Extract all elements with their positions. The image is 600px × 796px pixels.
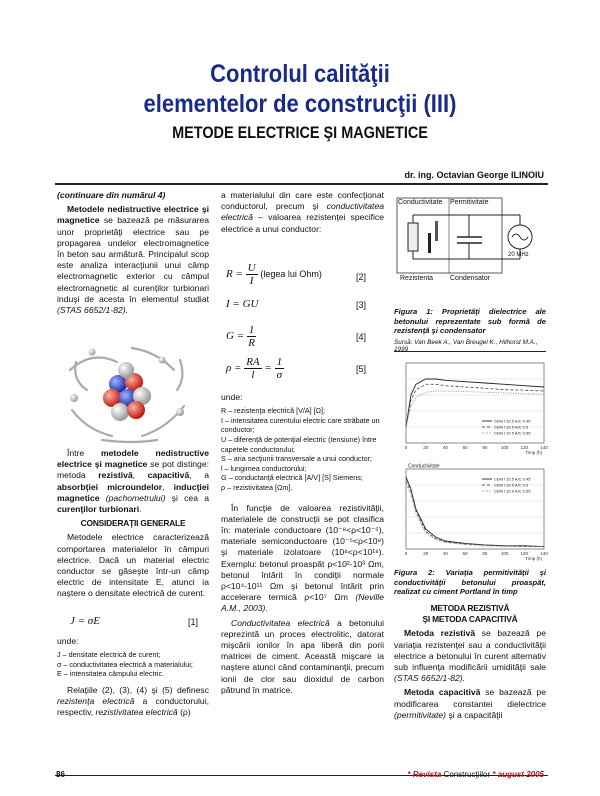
legend-label: CEM I 32.5 A/C 0.55 xyxy=(494,488,531,494)
figure-2-charts xyxy=(392,357,548,562)
x-tick-label: 40 xyxy=(442,445,448,450)
formula-1-number: [1] xyxy=(188,617,199,627)
x-tick-label: 120 xyxy=(520,445,529,450)
column-2-defs xyxy=(221,392,384,699)
legend-label: CEM I 32.5 A/C 0.5 xyxy=(494,424,529,430)
definition-e: E – intensitatea câmpului electric. xyxy=(57,669,165,679)
column-1-lower xyxy=(57,448,209,603)
formula-2: R = $\frac{U}{I}$ (legea lui Ohm) xyxy=(226,262,322,287)
chart-permittivity xyxy=(405,363,548,455)
definition-sigma: σ – conductivitatea electrică a materialului; xyxy=(57,659,193,669)
def-u: U – diferenţă de potenţial electric (tensiune) între capetele conductorului; xyxy=(221,434,377,454)
x-tick-label: 0 xyxy=(404,551,408,556)
x-axis-label: Timp (h) xyxy=(525,556,542,561)
fig1-label-source: 20 MHz xyxy=(508,252,529,258)
figure-1-caption: Figura 1: Proprietăţi dielectrice ale betonului reprezentate sub formă de rezistenţă şi condensator xyxy=(394,307,546,335)
figure-1-rule xyxy=(394,351,546,352)
x-tick-label: 100 xyxy=(500,445,509,450)
chart-conductivity xyxy=(405,464,548,562)
x-tick-label: 120 xyxy=(520,551,529,556)
x-tick-label: 0 xyxy=(404,445,408,450)
def-l: l – lungimea conductorului; xyxy=(221,463,307,473)
def-s: S – aria secţiunii transversale a unui conductor; xyxy=(221,454,373,464)
article-title-line2: elementelor de construcţii (III) xyxy=(143,90,457,118)
legend-label: CEM I 32.5 A/C 0.45 xyxy=(494,476,531,482)
intro-paragraph: Metodele nedistructive electrice şi magnetice se bazează pe măsurarea unor proprietăţi electrice sau pe propagarea undelor electromagnetice în beton sau armătură. Principalul scop este analiza interacţiunii unui câmp electromagnetic exterior cu câmpul electromagnetic al curenţilor turbionari induşi de acesta în elementul studiat (STAS 6652/1-82). xyxy=(57,204,209,316)
atom-illustration xyxy=(62,340,192,445)
methods-paragraph: Între metodele nedistructive electrice şi magnetice se pot distinge: metoda rezistivă, capacitivă, a absorbţiei microundelor, inducţiei magnetice (pachometrului) şi cea a curenţilor turbionari. xyxy=(57,448,210,515)
fig1-label-permittivity: Permitivitate xyxy=(450,199,489,206)
capacitive-method-paragraph: Metoda capacitivă se bazează pe modificarea constantei dielectrice (permitivitate) şi a capacităţii xyxy=(394,687,546,720)
column-2 xyxy=(221,190,384,238)
legend-label: CEM I 32.5 A/C 0.55 xyxy=(494,430,531,436)
def-rho: ρ – rezistivitatea [Ωm]. xyxy=(221,482,293,492)
resistive-method-paragraph: Metoda rezistivă se bazează pe variaţia rezistenţei sau a conductivităţii electrice a betonului în curent alternativ sub influenţa modificării umidităţii sale (STAS 6652/1-82). xyxy=(394,628,546,684)
x-tick-label: 140 xyxy=(540,551,548,556)
section-heading-general: CONSIDERAŢII GENERALE xyxy=(80,518,186,529)
col2-intro: a materialului din care este confecţionat conductorul, precum şi conductivitatea electrică – valoarea rezistenţei specifice electrice a unui conductor: xyxy=(221,190,384,234)
section-heading-resistive: METODA REZISTIVĂ xyxy=(430,603,510,613)
x-axis-label: Timp (h) xyxy=(525,450,542,455)
fig1-label-capacitor: Condensator xyxy=(450,275,491,282)
figure-1-source: Sursă: Van Beek A., Van Breugel K., Hilhorst M.A., 1999 xyxy=(394,339,538,353)
fig1-label-conductivity: Conductivitate xyxy=(398,199,443,206)
x-tick-label: 40 xyxy=(442,551,448,556)
unde-label-2: unde: xyxy=(221,392,243,402)
legend-label: CEM I 32.5 A/C 0.45 xyxy=(494,418,531,424)
formula-4-number: [4] xyxy=(356,332,367,342)
formula-1: J = σE xyxy=(70,615,100,627)
def-g: G – conductanţă electrică [A/V] [S] Siemens; xyxy=(221,473,363,483)
continued-note: (continuare din numărul 4) xyxy=(57,190,166,200)
def-i: I – intensitatea curentului electric care străbate un conductor; xyxy=(221,415,380,435)
journal-footer: * Revista Construcţiilor * august 2005 xyxy=(407,770,544,779)
column-1-defs xyxy=(57,636,209,722)
column-3-text xyxy=(394,603,546,724)
x-tick-label: 60 xyxy=(462,445,468,450)
formula-5-number: [5] xyxy=(356,364,367,374)
x-tick-label: 20 xyxy=(423,445,429,450)
section-heading-capacitive: ŞI METODA CAPACITIVĂ xyxy=(422,614,518,625)
author: dr. ing. Octavian George ILINOIU xyxy=(404,170,544,180)
header-rule xyxy=(55,183,548,185)
x-tick-label: 100 xyxy=(500,551,509,556)
formula-4: G = $\frac{1}{R}$ xyxy=(226,324,255,349)
general-paragraph: Metodele electrice caracterizează comportarea materialelor în câmpuri electrice. Dacă un material electric conductor se găseşte într-un câmp electric de intensitate E, atunci ia naştere o densitate electrică de curent. xyxy=(57,532,209,599)
legend-label: CEM I 32.5 A/C 0.5 xyxy=(494,482,529,488)
page-number: 86 xyxy=(56,770,65,779)
x-tick-label: 80 xyxy=(482,445,488,450)
formula-5: ρ = $\frac{RA}{l}$ = $\frac{1}{\sigma}$ xyxy=(226,356,283,381)
x-tick-label: 60 xyxy=(462,551,468,556)
conductivity-paragraph: Conductivitatea electrică a betonului reprezintă un proces electrolitic, datorat mişcării ionilor în apa liberă din porii matricei de ciment. Această mişcare ia naştere atunci când contaminanţii, precum ionii de clor sau dioxidul de carbon pătrund în matrice. xyxy=(221,617,385,695)
article-title-line1: Controlul calităţii xyxy=(210,60,390,88)
formula-3-number: [3] xyxy=(356,300,367,310)
definition-j: J – densitate electrică de curent; xyxy=(57,650,161,660)
x-tick-label: 140 xyxy=(540,445,548,450)
article-subtitle: METODE ELECTRICE ŞI MAGNETICE xyxy=(172,123,428,142)
relations-paragraph: Relaţiile (2), (3), (4) şi (5) definesc rezistenţa electrică a conductorului, respectiv, rezistivitatea electrică (ρ) xyxy=(57,684,209,718)
x-tick-label: 20 xyxy=(423,551,429,556)
formula-3: I = GU xyxy=(226,298,259,310)
column-1 xyxy=(57,190,209,319)
def-r: R – rezistenţa electrică [V/A] [Ω]; xyxy=(221,406,326,416)
formula-2-number: [2] xyxy=(356,272,367,282)
figure-2-caption: Figura 2: Variaţia permitivităţii şi conductivităţii betonului proaspăt, realizat cu ciment Portland în timp xyxy=(394,568,546,596)
fig1-label-resistance: Rezistenta xyxy=(400,275,434,282)
x-tick-label: 80 xyxy=(482,551,488,556)
resistivity-paragraph: În funcţie de valoarea rezistivităţii, materialele de construcţii se pot clasifica în: materiale conductoare (10⁻⁸<ρ<10⁻⁵), materiale semiconductoare (10⁻⁵<ρ<10⁸) şi materiale izolatoare (10⁸<ρ<10¹⁸). Exemplu: betonul proaspăt ρ<10²-10³ Ωm, betonul întărit în condiţii normale ρ<10⁴-10¹¹ Ωm şi betonul întărit prin accelerare termică ρ<10⁷ Ωm (Neville A.M., 2003). xyxy=(221,502,384,614)
chart-title: Conductivitate xyxy=(408,463,440,470)
unde-label: unde: xyxy=(57,636,79,646)
